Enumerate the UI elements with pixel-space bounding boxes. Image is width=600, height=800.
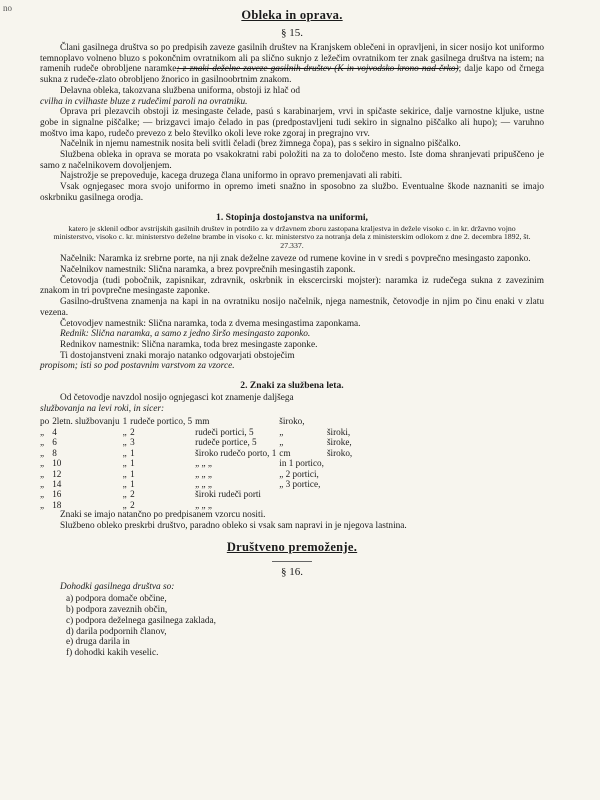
paragraph-maintenance: Vsak ognjegasec mora svojo uniformo in opremo imeti snažno in sposobno za službo. Eventualne škode naznaniti se imajo oskrbniku gasilnega orodja.	[40, 182, 544, 203]
table-cell: „	[122, 437, 127, 448]
table-cell: 6	[52, 437, 57, 448]
table-row	[40, 500, 355, 510]
table-cell: 1	[130, 468, 135, 479]
rank-orderly: Rednik: Slična naramka, a samo z jedno širšo mesingasto zaponko.	[60, 329, 311, 340]
table-cell: rudeči portici, 5	[195, 426, 254, 437]
table-cell: široko,	[279, 416, 305, 427]
text: ; dalje kapo od črnega sukna z rudeče-zlato obrobljeno žnorico in gasilnoobrtnim znakom.	[40, 64, 545, 86]
paragraph-uniform	[40, 43, 544, 86]
table-cell: „	[40, 447, 45, 458]
table-cell: 1	[130, 458, 135, 469]
table-cell: „ „ „	[195, 499, 212, 510]
table-row	[40, 437, 355, 447]
table-cell: „	[279, 437, 284, 448]
table-cell: mm	[195, 416, 210, 427]
paragraph-work-clothes	[40, 86, 544, 107]
table-row	[40, 489, 355, 499]
rank-deputy: Načelnikov namestnik: Slična naramka, a brez povprečnih mesingastih zaponk.	[60, 265, 356, 276]
table-cell: cm	[279, 447, 291, 458]
italic-text: propisom; isti so pod postavnim varstvom za vzorce.	[40, 361, 235, 372]
table-cell: 18	[52, 499, 62, 510]
paragraph-prohibition: Najstrožje se prepoveduje, kacega druzega člana uniformo in opravo premenjavati ali rabiti.	[60, 171, 403, 182]
table-cell: 2	[130, 499, 135, 510]
table-cell: „ „ „	[195, 478, 212, 489]
italic-text: cvilha in cvilhaste bluze z rudečimi paroli na ovratniku.	[40, 96, 248, 107]
table-cell: 2letn. službovanju	[52, 416, 120, 427]
table-row	[40, 479, 355, 489]
paragraph-service-intro	[40, 393, 544, 414]
table-cell: „	[122, 478, 127, 489]
subheading-ranks: 1. Stopinja dostojanstva na uniformi,	[216, 211, 368, 223]
table-row	[40, 427, 355, 437]
table-cell: 1	[130, 447, 135, 458]
paragraph-equipment: Oprava pri plezavcih obstoji iz mesingaste čelade, pasú s karabinarjem, vrvi in spičaste sekirice, dalje varnostne kljuke, ustne gobe in signalne piščalke; — brizgavci imajo čelado in pas (predpostavljeni tudi sekiro in signalno piščalko ali hupo); — varuhno moštvo ima kapo, rudečo prevezo z belo številko okoli leve roke zgoraj in pregrajno vrv.	[40, 107, 544, 139]
income-list	[66, 594, 544, 659]
paragraph-clothing-supply: Službeno obleko preskrbi društvo, paradno obleko si vsak sam napravi in je njegova lastnina.	[60, 520, 407, 531]
service-years-table	[40, 416, 355, 510]
italic-text: službovanja na levi roki, in sicer:	[40, 403, 165, 414]
list-item: c) podpora deželnega gasilnega zaklada,	[66, 615, 216, 626]
paragraph-number-16: § 16.	[281, 565, 303, 578]
table-cell: „	[122, 499, 127, 510]
list-item: b) podpora zaveznih občin,	[66, 605, 168, 616]
table-cell: „	[122, 489, 127, 500]
subheading-service-years: 2. Znaki za službena leta.	[240, 380, 344, 392]
table-cell: široko,	[326, 447, 353, 458]
table-cell: „	[122, 458, 127, 469]
table-cell: 12	[52, 468, 62, 479]
table-cell: „	[40, 499, 45, 510]
paragraph-number-15: § 15.	[281, 27, 303, 39]
table-row	[40, 448, 355, 458]
rank-insignia: Gasilno-društvena znamenja na kapi in na ovratniku nosijo načelnik, njega namestnik, četovodje in njim po činu enaki v zlatu vezena.	[40, 297, 544, 318]
text: Od četovodje navzdol nosijo ognjegasci kot znamenje daljšega	[60, 393, 294, 404]
table-cell: 1	[130, 478, 135, 489]
list-item: f) dohodki kakih veselic.	[66, 648, 159, 659]
table-cell: 3	[130, 437, 135, 448]
table-cell: 4	[52, 426, 57, 437]
table-cell: 10	[52, 458, 62, 469]
text: Delavna obleka, takozvana službena uniforma, obstoji iz hlač od	[60, 85, 301, 96]
table-cell: „	[40, 426, 45, 437]
table-cell: „	[122, 426, 127, 437]
table-cell: široki,	[326, 426, 351, 437]
list-item: e) druga darila in	[66, 637, 130, 648]
table-cell: in 1 portico,	[279, 458, 324, 469]
table-cell: „	[279, 426, 284, 437]
table-cell: 8	[52, 447, 57, 458]
text: Člani gasilnega društva so po predpisih zaveze gasilnih društev na Kranjskem oblečeni in opravljeni, in sicer nosijo kot uniformo temnoplavo volneno bluzo s pokončnim ovratnikom ali pa slično suknjo z ležečim ovratnikom ter znak gasilnega društva na istem; na ramenih rudeče obrobljene naramke	[40, 43, 544, 75]
table-cell: „	[40, 478, 45, 489]
table-cell: široki rudeči porti	[195, 489, 261, 500]
table-cell: 1	[122, 416, 128, 427]
table-row	[40, 458, 355, 468]
table-cell: rudeče portico, 5	[130, 416, 193, 427]
rank-orderly-deputy: Rednikov namestnik: Slična naramka, toda brez mesingaste zaponke.	[60, 339, 318, 350]
table-cell: rudeče portice, 5	[195, 437, 257, 448]
table-cell: „ 3 portice,	[279, 478, 321, 489]
table-cell: „	[40, 437, 45, 448]
corner-fragment: no	[3, 3, 12, 13]
table-cell: „	[122, 447, 127, 458]
table-row	[40, 469, 355, 479]
table-row	[40, 416, 355, 426]
struck-text: ; z znaki deželne zaveze gasilnih društev (K in vojvodsko krono nad črko)	[176, 64, 459, 75]
table-cell: „	[40, 458, 45, 469]
section-heading-property: Društveno premoženje.	[226, 539, 358, 554]
table-cell: „	[40, 468, 45, 479]
table-cell: „ „ „	[195, 468, 212, 479]
paragraph-protection	[40, 351, 544, 372]
rank-squad-deputy: Četovodjev namestnik: Slična naramka, toda z dvema mesingastima zaponkama.	[60, 318, 361, 329]
paragraph-wear-insignia: Znaki se imajo natančno po predpisanem vzorcu nositi.	[60, 510, 266, 521]
table-cell	[279, 500, 327, 510]
list-item: d) darila podpornih članov,	[66, 626, 167, 637]
table-cell: „ „ „	[195, 458, 212, 469]
table-cell: 14	[52, 478, 62, 489]
rank-commander: Načelnik: Naramka iz srebrne porte, na nji znak deželne zaveze od rumene kovine in v sredi s povprečno mesingasto zaponko.	[60, 254, 531, 265]
paragraph-storage: Službena obleka in oprava se morata po vsakokratni rabi položiti na za to določeno mesto. Iste doma shranjevati pripuščeno je samo z načelnikovem dovoljenjem.	[40, 150, 544, 171]
rank-squad-leader: Četovodja (tudi pobočnik, zapisnikar, zdravnik, oskrbnik in ekscercirski mojster): naramka iz rudečega sukna z zavezinim znakom in tri povprečne mesingaste zaponke.	[40, 275, 544, 297]
table-cell: „	[122, 468, 127, 479]
income-intro: Dohodki gasilnega društva so:	[60, 581, 175, 592]
table-cell: 2	[130, 426, 135, 437]
table-cell: „ 2 portici,	[279, 468, 319, 479]
table-cell: široke,	[326, 437, 352, 448]
table-cell: 2	[130, 489, 135, 500]
divider	[272, 561, 312, 562]
ranks-note: katero je sklenil odbor avstrijskih gasilnih društev in potrdilo za v državnem zboru zastopana kraljestva in dežele visoko c. in kr. državno vojno ministerstvo, visoko c. kr. ministerstvo deželne brambe in visoko c. kr. ministerstvo za notranja dela z ministerskim odlokom z dne 2. decembra 1892, št. 27.337.	[53, 223, 531, 250]
table-cell: 16	[52, 489, 62, 500]
text: Ti dostojanstveni znaki morajo natanko odgovarjati obstoječim	[60, 350, 295, 361]
list-item: a) podpora domače občine,	[66, 594, 167, 605]
section-heading: Obleka in oprava.	[241, 8, 343, 22]
table-cell: po	[40, 416, 50, 427]
table-cell	[279, 489, 327, 499]
paragraph-commander: Načelnik in njemu namestnik nosita beli svitli čeladi (brez žimnega čopa), pas s sekiro in signalno piščalko.	[60, 139, 461, 150]
table-cell: „	[40, 489, 45, 500]
table-cell: široko rudečo porto, 1	[195, 447, 277, 458]
